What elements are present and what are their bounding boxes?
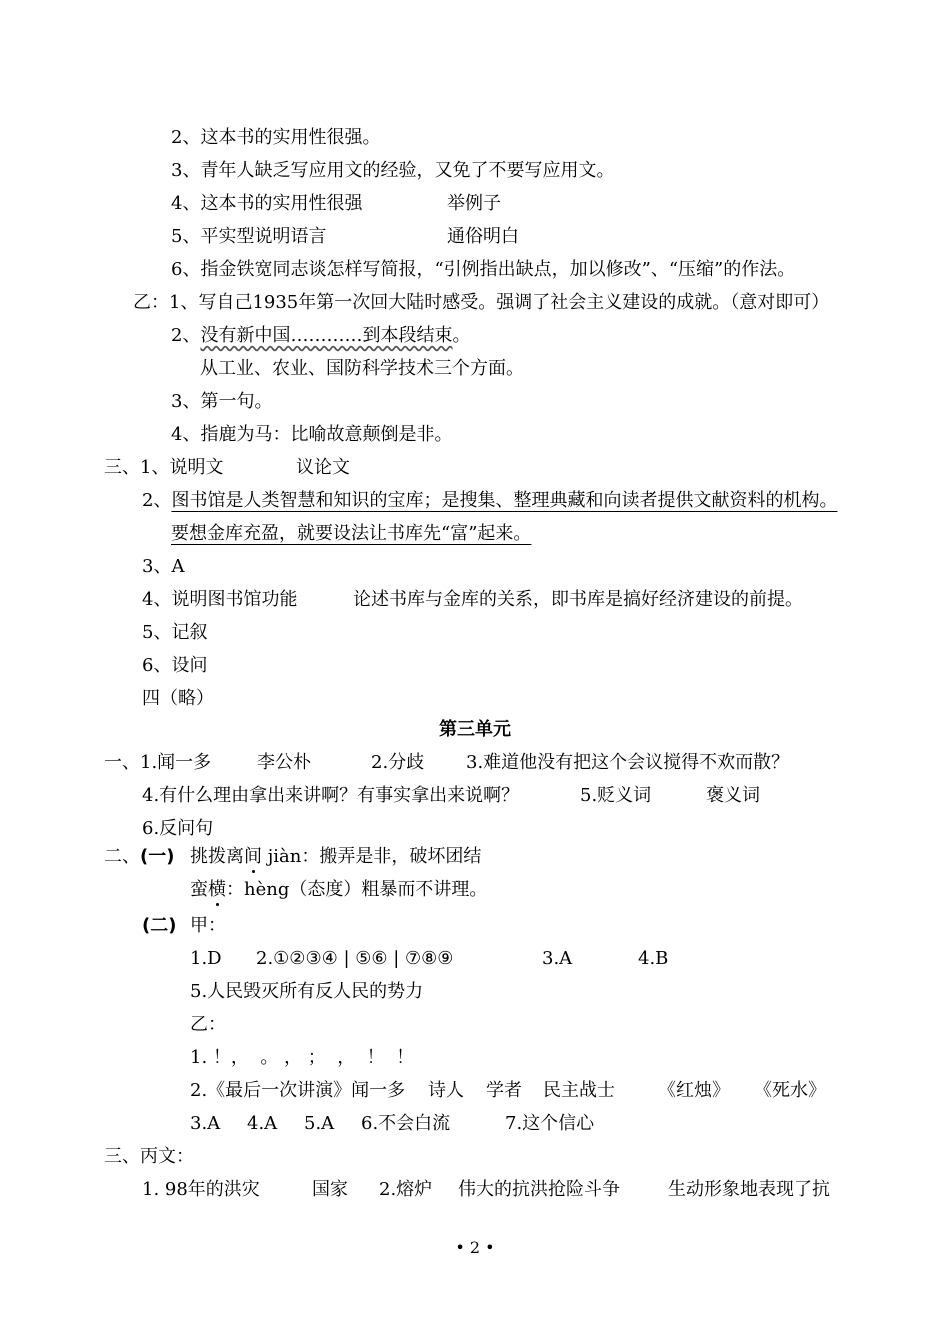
s3-answer-2 xyxy=(142,489,837,513)
u3-p3-d: 6.不会白流 xyxy=(361,1113,451,1134)
s3-answer-4-value: 论述书库与金库的关系，即书库是搞好经济建设的前提。 xyxy=(353,589,803,610)
yi-answer-2-num: 2、 xyxy=(171,325,201,346)
answer-3: 3、青年人缺乏写应用文的经验，又免了不要写应用文。 xyxy=(171,160,615,181)
u3-p2-scholar: 学者 xyxy=(486,1080,522,1101)
u3-p2-line xyxy=(190,1079,826,1103)
u3-two-prefix: 二、 xyxy=(104,846,140,867)
u3-three-c: 2.熔炉 xyxy=(379,1179,433,1200)
u3-two-yi: 乙： xyxy=(190,1014,226,1035)
u3-p2-work: 2.《最后一次讲演》闻一多 xyxy=(190,1080,406,1101)
answer-6: 6、指金铁宽同志谈怎样写简报，“引例指出缺点，加以修改”、“压缩”的作法。 xyxy=(171,259,796,280)
u3-q1: 1.D xyxy=(190,948,222,969)
u3-two-jia: 甲： xyxy=(190,915,226,936)
u3-one-line2 xyxy=(142,784,760,808)
u3-q4: 4.B xyxy=(638,948,669,969)
u3-p3-b: 4.A xyxy=(247,1113,278,1134)
u3-p2-poet: 诗人 xyxy=(428,1080,464,1101)
u3-one-item1b: 李公朴 xyxy=(257,752,311,773)
u3-one-item3: 3.难道他没有把这个会议搅得不欢而散？ xyxy=(466,752,790,773)
u3-three-line1 xyxy=(142,1178,830,1202)
u3-q5: 5.人民毁灭所有反人民的势力 xyxy=(190,981,424,1002)
yi-answer-2-wavy: 没有新中国…………到本段结束 xyxy=(200,325,453,346)
section-four: 四（略） xyxy=(142,688,214,709)
u3-q3: 3.A xyxy=(542,948,573,969)
u3-three-e: 生动形象地表现了抗 xyxy=(668,1179,830,1200)
s3-answer-6: 6、设问 xyxy=(142,655,208,676)
u3-two-word2-post: ：hèng（态度）粗暴而不讲理。 xyxy=(226,879,488,900)
yi-answer-3: 3、第一句。 xyxy=(171,391,273,412)
yi-answer-2 xyxy=(171,324,470,348)
u3-one-item1: 一、1.闻一多 xyxy=(104,752,212,773)
answer-5-value: 通俗明白 xyxy=(447,226,519,247)
s3-answer-1-label: 三、1、说明文 xyxy=(104,457,224,478)
answer-2: 2、这本书的实用性很强。 xyxy=(171,127,381,148)
u3-two-word2-pre: 蛮 xyxy=(190,879,208,900)
u3-three-a: 1. 98年的洪灾 xyxy=(142,1179,260,1200)
s3-answer-1 xyxy=(104,456,350,480)
page-number: • 2 • xyxy=(455,1238,495,1257)
answer-5 xyxy=(171,225,519,249)
u3-q2: 2.①②③④ | ⑤⑥ | ⑦⑧⑨ xyxy=(256,948,454,969)
answer-4-label: 4、这本书的实用性很强 xyxy=(171,193,363,214)
u3-p2-book1: 《红烛》 xyxy=(658,1080,730,1101)
u3-two-q-line xyxy=(190,947,669,971)
u3-two-word1 xyxy=(190,845,481,869)
yi-answer-4: 4、指鹿为马：比喻故意颠倒是非。 xyxy=(171,424,453,445)
u3-p3-e: 7.这个信心 xyxy=(505,1113,595,1134)
u3-p3-c: 5.A xyxy=(304,1113,335,1134)
s3-answer-2-line1: 图书馆是人类智慧和知识的宝库；是搜集、整理典藏和向读者提供文献资料的机构。 xyxy=(171,490,838,511)
s3-answer-4-label: 4、说明图书馆功能 xyxy=(142,589,298,610)
u3-p3-a: 3.A xyxy=(190,1113,221,1134)
u3-two-part2-label: (二) xyxy=(142,915,177,936)
u3-one-item5: 5.贬义词 xyxy=(580,785,652,806)
u3-p2-book2: 《死水》 xyxy=(754,1080,826,1101)
answer-4-value: 举例子 xyxy=(447,193,501,214)
u3-three-d: 伟大的抗洪抢险斗争 xyxy=(458,1179,620,1200)
u3-one-item5b: 褒义词 xyxy=(706,785,760,806)
u3-three-header: 三、丙文： xyxy=(104,1146,194,1167)
yi-answer-2-sub: 从工业、农业、国防科学技术三个方面。 xyxy=(200,358,524,379)
u3-one-line3: 6.反问句 xyxy=(142,818,214,839)
yi-answer-1: 乙：1、写自己1935年第一次回大陆时感受。强调了社会主义建设的成就。（意对即可） xyxy=(133,292,830,313)
s3-answer-1-value: 议论文 xyxy=(296,457,350,478)
u3-three-b: 国家 xyxy=(312,1179,348,1200)
u3-one-line1 xyxy=(104,751,790,775)
u3-p3-line xyxy=(190,1112,595,1136)
answer-5-label: 5、平实型说明语言 xyxy=(171,226,327,247)
s3-answer-2-line2 xyxy=(171,522,531,546)
u3-p1-punct: 1. ！， 。 ， ； ， ！ ！ xyxy=(190,1047,415,1068)
unit-title: 第三单元 xyxy=(439,719,511,740)
s3-answer-2-num: 2、 xyxy=(142,490,172,511)
u3-two-line1 xyxy=(104,845,482,869)
s3-answer-4 xyxy=(142,588,803,612)
u3-two-word1-pre: 挑拨离 xyxy=(190,846,244,867)
s3-answer-5: 5、记叙 xyxy=(142,622,208,643)
u3-two-line2 xyxy=(190,878,487,902)
u3-one-item2: 2.分歧 xyxy=(371,752,425,773)
u3-p2-fighter: 民主战士 xyxy=(543,1080,615,1101)
u3-two-word1-post: jiàn：搬弄是非，破坏团结 xyxy=(262,846,482,867)
u3-two-part1-label: (一) xyxy=(140,846,175,867)
u3-two-word1-dot: 间 xyxy=(244,846,262,867)
s3-answer-3: 3、A xyxy=(142,556,185,577)
u3-two-word2-dot: 横 xyxy=(208,879,226,900)
yi-answer-2-end: 。 xyxy=(452,325,471,346)
u3-two-part2 xyxy=(142,914,226,938)
s3-answer-2-line2-text: 要想金库充盈，就要设法让书库先“富”起来。 xyxy=(171,523,532,544)
answer-4 xyxy=(171,192,501,216)
u3-one-item4: 4.有什么理由拿出来讲啊？有事实拿出来说啊？ xyxy=(142,785,520,806)
